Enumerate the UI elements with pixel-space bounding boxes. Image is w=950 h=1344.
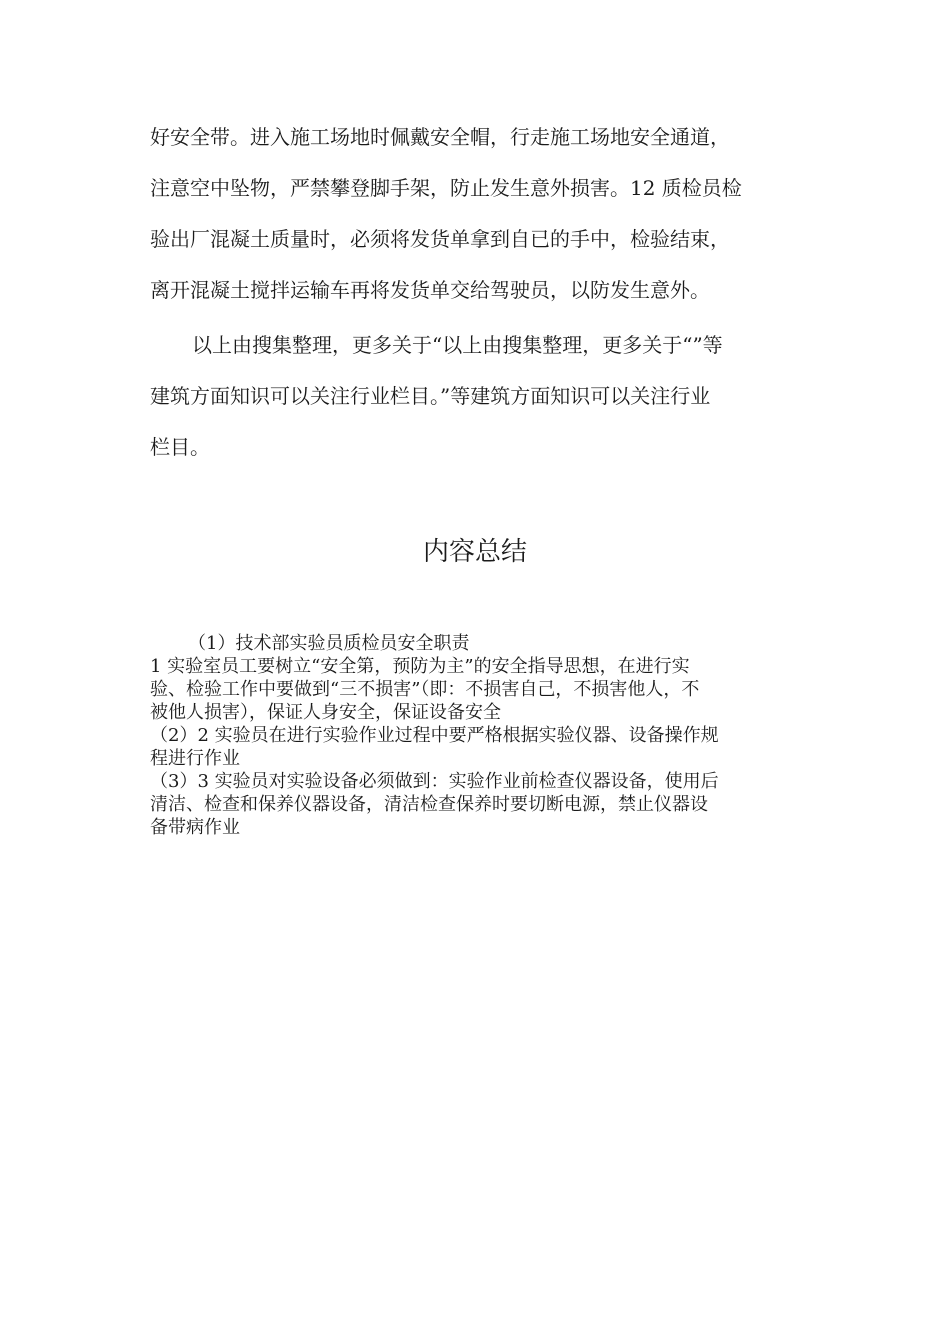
summary-line: 备带病作业 <box>150 817 240 838</box>
paragraph-line: 验出厂混凝土质量时，必须将发货单拿到自已的手中，检验结束， <box>150 227 730 251</box>
paragraph-line: 注意空中坠物，严禁攀登脚手架，防止发生意外损害。12 质检员检 <box>150 176 742 200</box>
summary-line: （2）2 实验员在进行实验作业过程中要严格根据实验仪器、设备操作规 <box>150 725 719 746</box>
summary-title: 内容总结 <box>422 537 527 567</box>
summary-line: 清洁、检查和保养仪器设备，清洁检查保养时要切断电源，禁止仪器设 <box>150 794 708 815</box>
summary-line: 程进行作业 <box>150 748 240 769</box>
body-paragraph-source-note <box>150 320 805 473</box>
body-paragraph-safety <box>150 112 805 316</box>
summary-line: 被他人损害），保证人身安全，保证设备安全 <box>150 702 501 723</box>
summary-line: 验、检验工作中要做到“三不损害”（即：不损害自己，不损害他人，不 <box>150 679 700 700</box>
paragraph-line: 以上由搜集整理，更多关于“以上由搜集整理，更多关于“”等 <box>192 333 723 357</box>
paragraph-line: 建筑方面知识可以关注行业栏目。”等建筑方面知识可以关注行业 <box>150 384 711 408</box>
paragraph-line: 栏目。 <box>150 435 210 459</box>
summary-line: （3）3 实验员对实验设备必须做到：实验作业前检查仪器设备，使用后 <box>150 771 719 792</box>
paragraph-line: 好安全带。进入施工场地时佩戴安全帽，行走施工场地安全通道， <box>150 125 730 149</box>
summary-content <box>150 632 810 839</box>
summary-line: 1 实验室员工要树立“安全第，预防为主”的安全指导思想，在进行实 <box>150 656 690 677</box>
summary-heading: （1）技术部实验员质检员安全职责 <box>188 633 470 654</box>
paragraph-line: 离开混凝土搅拌运输车再将发货单交给驾驶员，以防发生意外。 <box>150 278 710 302</box>
